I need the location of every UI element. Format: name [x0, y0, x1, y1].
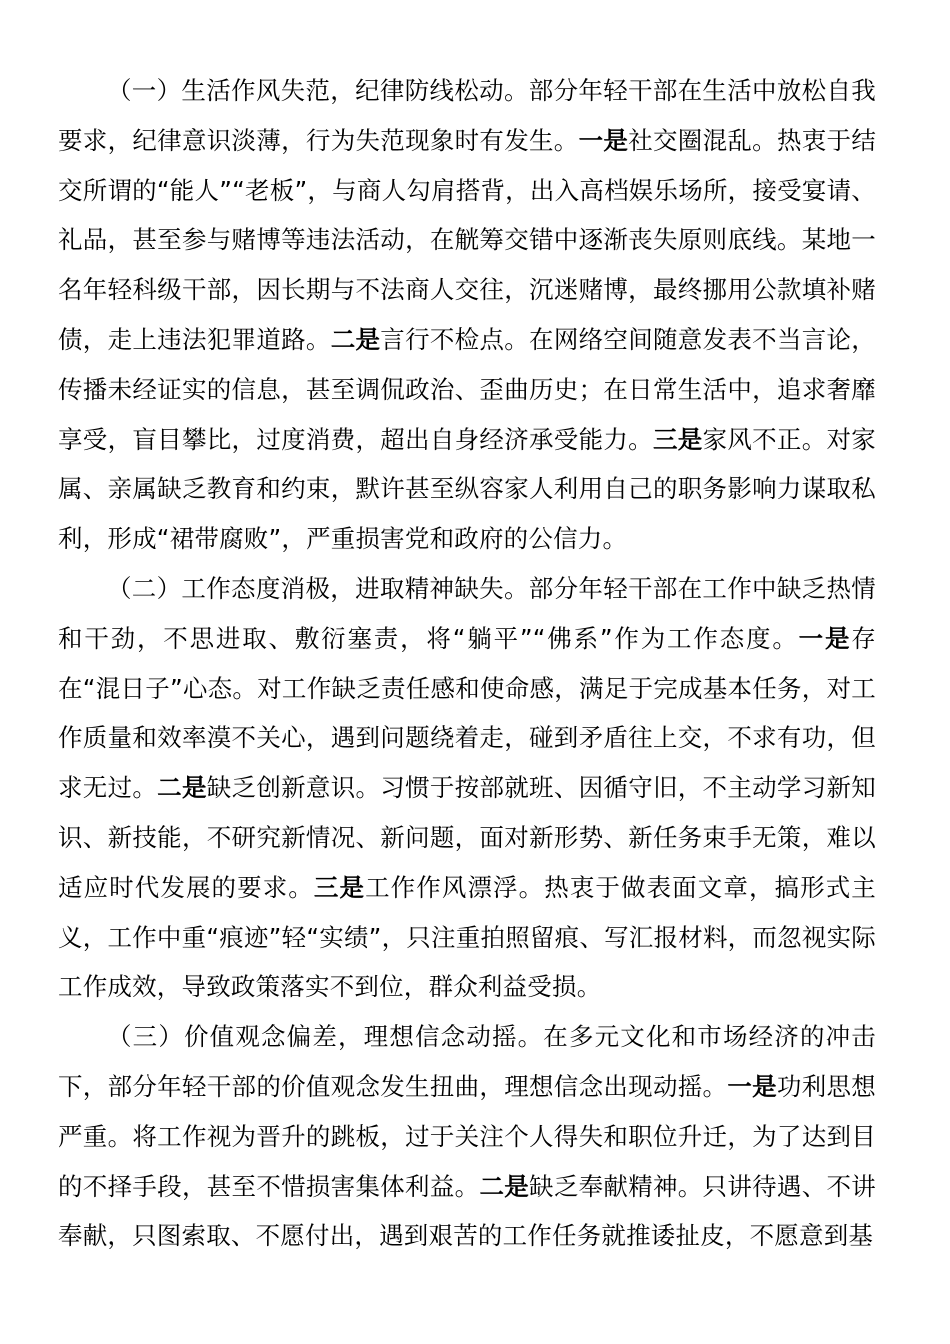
paragraph-2-point-2-text: 缺乏创新意识。习惯于按部就班、因循守旧，不主动学习新知识、新技能，不研究新情况、新问题，面对新形势、新任务束手无策，难以适应时代发展的要求。: [58, 773, 876, 902]
document-page: [58, 66, 876, 1261]
paragraph-2-point-3-text: 工作作风漂浮。热衷于做表面文章，搞形式主义，工作中重“痕迹”轻“实绩”，只注重拍照留痕、写汇报材料，而忽视实际工作成效，导致政策落实不到位，群众利益受损。: [58, 872, 877, 1002]
paragraph-1-point-3-marker: 三是: [652, 424, 703, 454]
paragraph-2: [58, 564, 876, 1012]
paragraph-3: [58, 1012, 876, 1261]
paragraph-1: [58, 66, 876, 564]
paragraph-3-point-2-marker: 二是: [479, 1171, 530, 1201]
paragraph-1-point-1-text: 社交圈混乱。热衷于结交所谓的“能人”“老板”，与商人勾肩搭背，出入高档娱乐场所，接受宴请、礼品，甚至参与赌博等违法活动，在觥筹交错中逐渐丧失原则底线。某地一名年轻科级干部，因长期与不法商人交往，沉迷赌博，最终挪用公款填补赌债，走上违法犯罪道路。: [58, 125, 877, 354]
paragraph-3-point-1-marker: 一是: [727, 1071, 777, 1101]
paragraph-3-point-1-text: 功利思想严重。将工作视为晋升的跳板，过于关注个人得失和职位升迁，为了达到目的不择手段，甚至不惜损害集体利益。: [58, 1071, 876, 1201]
paragraph-1-point-1-marker: 一是: [578, 125, 629, 155]
paragraph-2-point-2-marker: 二是: [157, 773, 207, 803]
paragraph-3-lead: （三）价值观念偏差，理想信念动摇。在多元文化和市场经济的冲击下，部分年轻干部的价值观念发生扭曲，理想信念出现动摇。: [58, 1022, 876, 1101]
paragraph-1-lead: （一）生活作风失范，纪律防线松动。部分年轻干部在生活中放松自我要求，纪律意识淡薄，行为失范现象时有发生。: [58, 76, 876, 155]
paragraph-2-point-1-marker: 一是: [798, 623, 852, 653]
paragraph-1-point-2-marker: 二是: [330, 324, 381, 354]
paragraph-2-lead: （二）工作态度消极，进取精神缺失。部分年轻干部在工作中缺乏热情和干劲，不思进取、敷衍塞责，将“躺平”“佛系”作为工作态度。: [58, 573, 876, 653]
paragraph-2-point-1-text: 存在“混日子”心态。对工作缺乏责任感和使命感，满足于完成基本任务，对工作质量和效率漠不关心，遇到问题绕着走，碰到矛盾往上交，不求有功，但求无过。: [58, 623, 876, 803]
paragraph-2-point-3-marker: 三是: [313, 872, 366, 902]
paragraph-3-point-2-text: 缺乏奉献精神。只讲待遇、不讲奉献，只图索取、不愿付出，遇到艰苦的工作任务就推诿扯皮，不愿意到基: [58, 1171, 876, 1251]
paragraph-1-point-3-text: 家风不正。对家属、亲属缺乏教育和约束，默许甚至纵容家人利用自己的职务影响力谋取私利，形成“裙带腐败”，严重损害党和政府的公信力。: [58, 424, 877, 554]
paragraph-1-point-2-text: 言行不检点。在网络空间随意发表不当言论，传播未经证实的信息，甚至调侃政治、歪曲历史；在日常生活中，追求奢靡享受，盲目攀比，过度消费，超出自身经济承受能力。: [58, 324, 877, 454]
